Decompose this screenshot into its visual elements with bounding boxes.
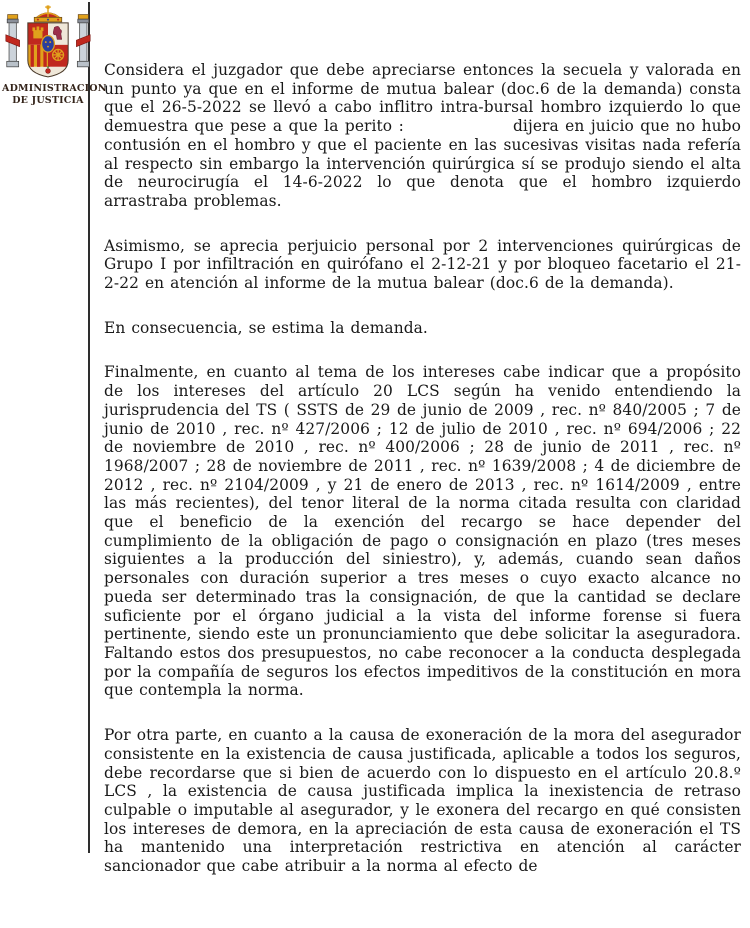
justice-administration-brand [2, 5, 107, 106]
bourbon-oval [42, 36, 55, 53]
right-pillar [76, 15, 90, 67]
spain-coat-of-arms-icon [4, 5, 92, 81]
royal-crown [34, 5, 62, 22]
castile-castle [32, 27, 43, 39]
brand-name-line2: DE JUSTICIA [12, 94, 84, 106]
brand-name [2, 83, 107, 106]
left-pillar [6, 15, 20, 67]
judgment-body [104, 61, 741, 902]
paragraph-causa-exoneracion-mora: Por otra parte, en cuanto a la causa de exoneración de la mora del asegurador consistente en la existencia de causa justificada, aplicable a todos los seguros, debe recordarse que si bien de acuerdo con lo dispuesto en el artículo 20.8.º LCS , la existencia de causa justificada implica la inexistencia de retraso culpable o imputable al asegurador, y le exonera del recargo en qué consisten los intereses de demora, en la apreciación de esta causa de exoneración el TS ha mantenido una interpretación restrictiva en atención al carácter sancionador que cabe atribuir a la norma al efecto de [104, 726, 741, 876]
paragraph-secuela-valoracion: Considera el juzgador que debe apreciarse entonces la secuela y valorada en un punto ya que en el informe de mutua balear (doc.6 de la demanda) consta que el 26-5-2022 se llevó a cabo inflitro intra-bursal hombro izquierdo lo que demuestra que pese a que la perito : dijera en juicio que no hubo contusión en el hombro y que el paciente en las sucesivas visitas nada refería al respecto sin embargo la intervención quirúrgica sí se produjo siendo el alta de neurocirugía el 14-6-2022 lo que denota que el hombro izquierdo arrastraba problemas. [104, 61, 741, 210]
left-margin-rule [88, 2, 90, 853]
paragraph-intereses-articulo-20-lcs: Finalmente, en cuanto al tema de los intereses cabe indicar que a propósito de los intereses del artículo 20 LCS según ha venido entendiendo la jurisprudencia del TS ( SSTS de 29 de junio de 2009 , rec. nº 840/2005 ; 7 de junio de 2010 , rec. nº 427/2006 ; 12 de julio de 2010 , rec. nº 694/2006 ; 22 de noviembre de 2010 , rec. nº 400/2006 ; 28 de junio de 2011 , rec. nº 1968/2007 ; 28 de noviembre de 2011 , rec. nº 1639/2008 ; 4 de diciembre de 2012 , rec. nº 2104/2009 , y 21 de enero de 2013 , rec. nº 1614/2009 , entre las más recientes), del tenor literal de la norma citada resulta con claridad que el beneficio de la exención del recargo se hace depender del cumplimiento de la obligación de pago o consignación en plazo (tres meses siguientes a la producción del siniestro), y, además, cuando sean daños personales con duración superior a tres meses o cuyo exacto alcance no pueda ser determinado tras la consignación, de que la cantidad se declare suficiente por el órgano judicial a la vista del informe forense si fuera pertinente, siendo este un pronunciamiento que debe solicitar la aseguradora. Faltando estos dos presupuestos, no cabe reconocer a la conducta desplegada por la compañía de seguros los efectos impeditivos de la constitución en mora que contempla la norma. [104, 363, 741, 700]
heraldic-shield [28, 23, 68, 77]
paragraph-perjuicio-personal: Asimismo, se aprecia perjuicio personal por 2 intervenciones quirúrgicas de Grupo I por infiltración en quirófano el 2-12-21 y por bloqueo facetario el 21-2-22 en atención al informe de la mutua balear (doc.6 de la demanda). [104, 236, 741, 293]
paragraph-estima-demanda: En consecuencia, se estima la demanda. [104, 318, 428, 337]
brand-name-line1: ADMINISTRACION [2, 83, 107, 94]
navarre-chains [53, 49, 64, 60]
